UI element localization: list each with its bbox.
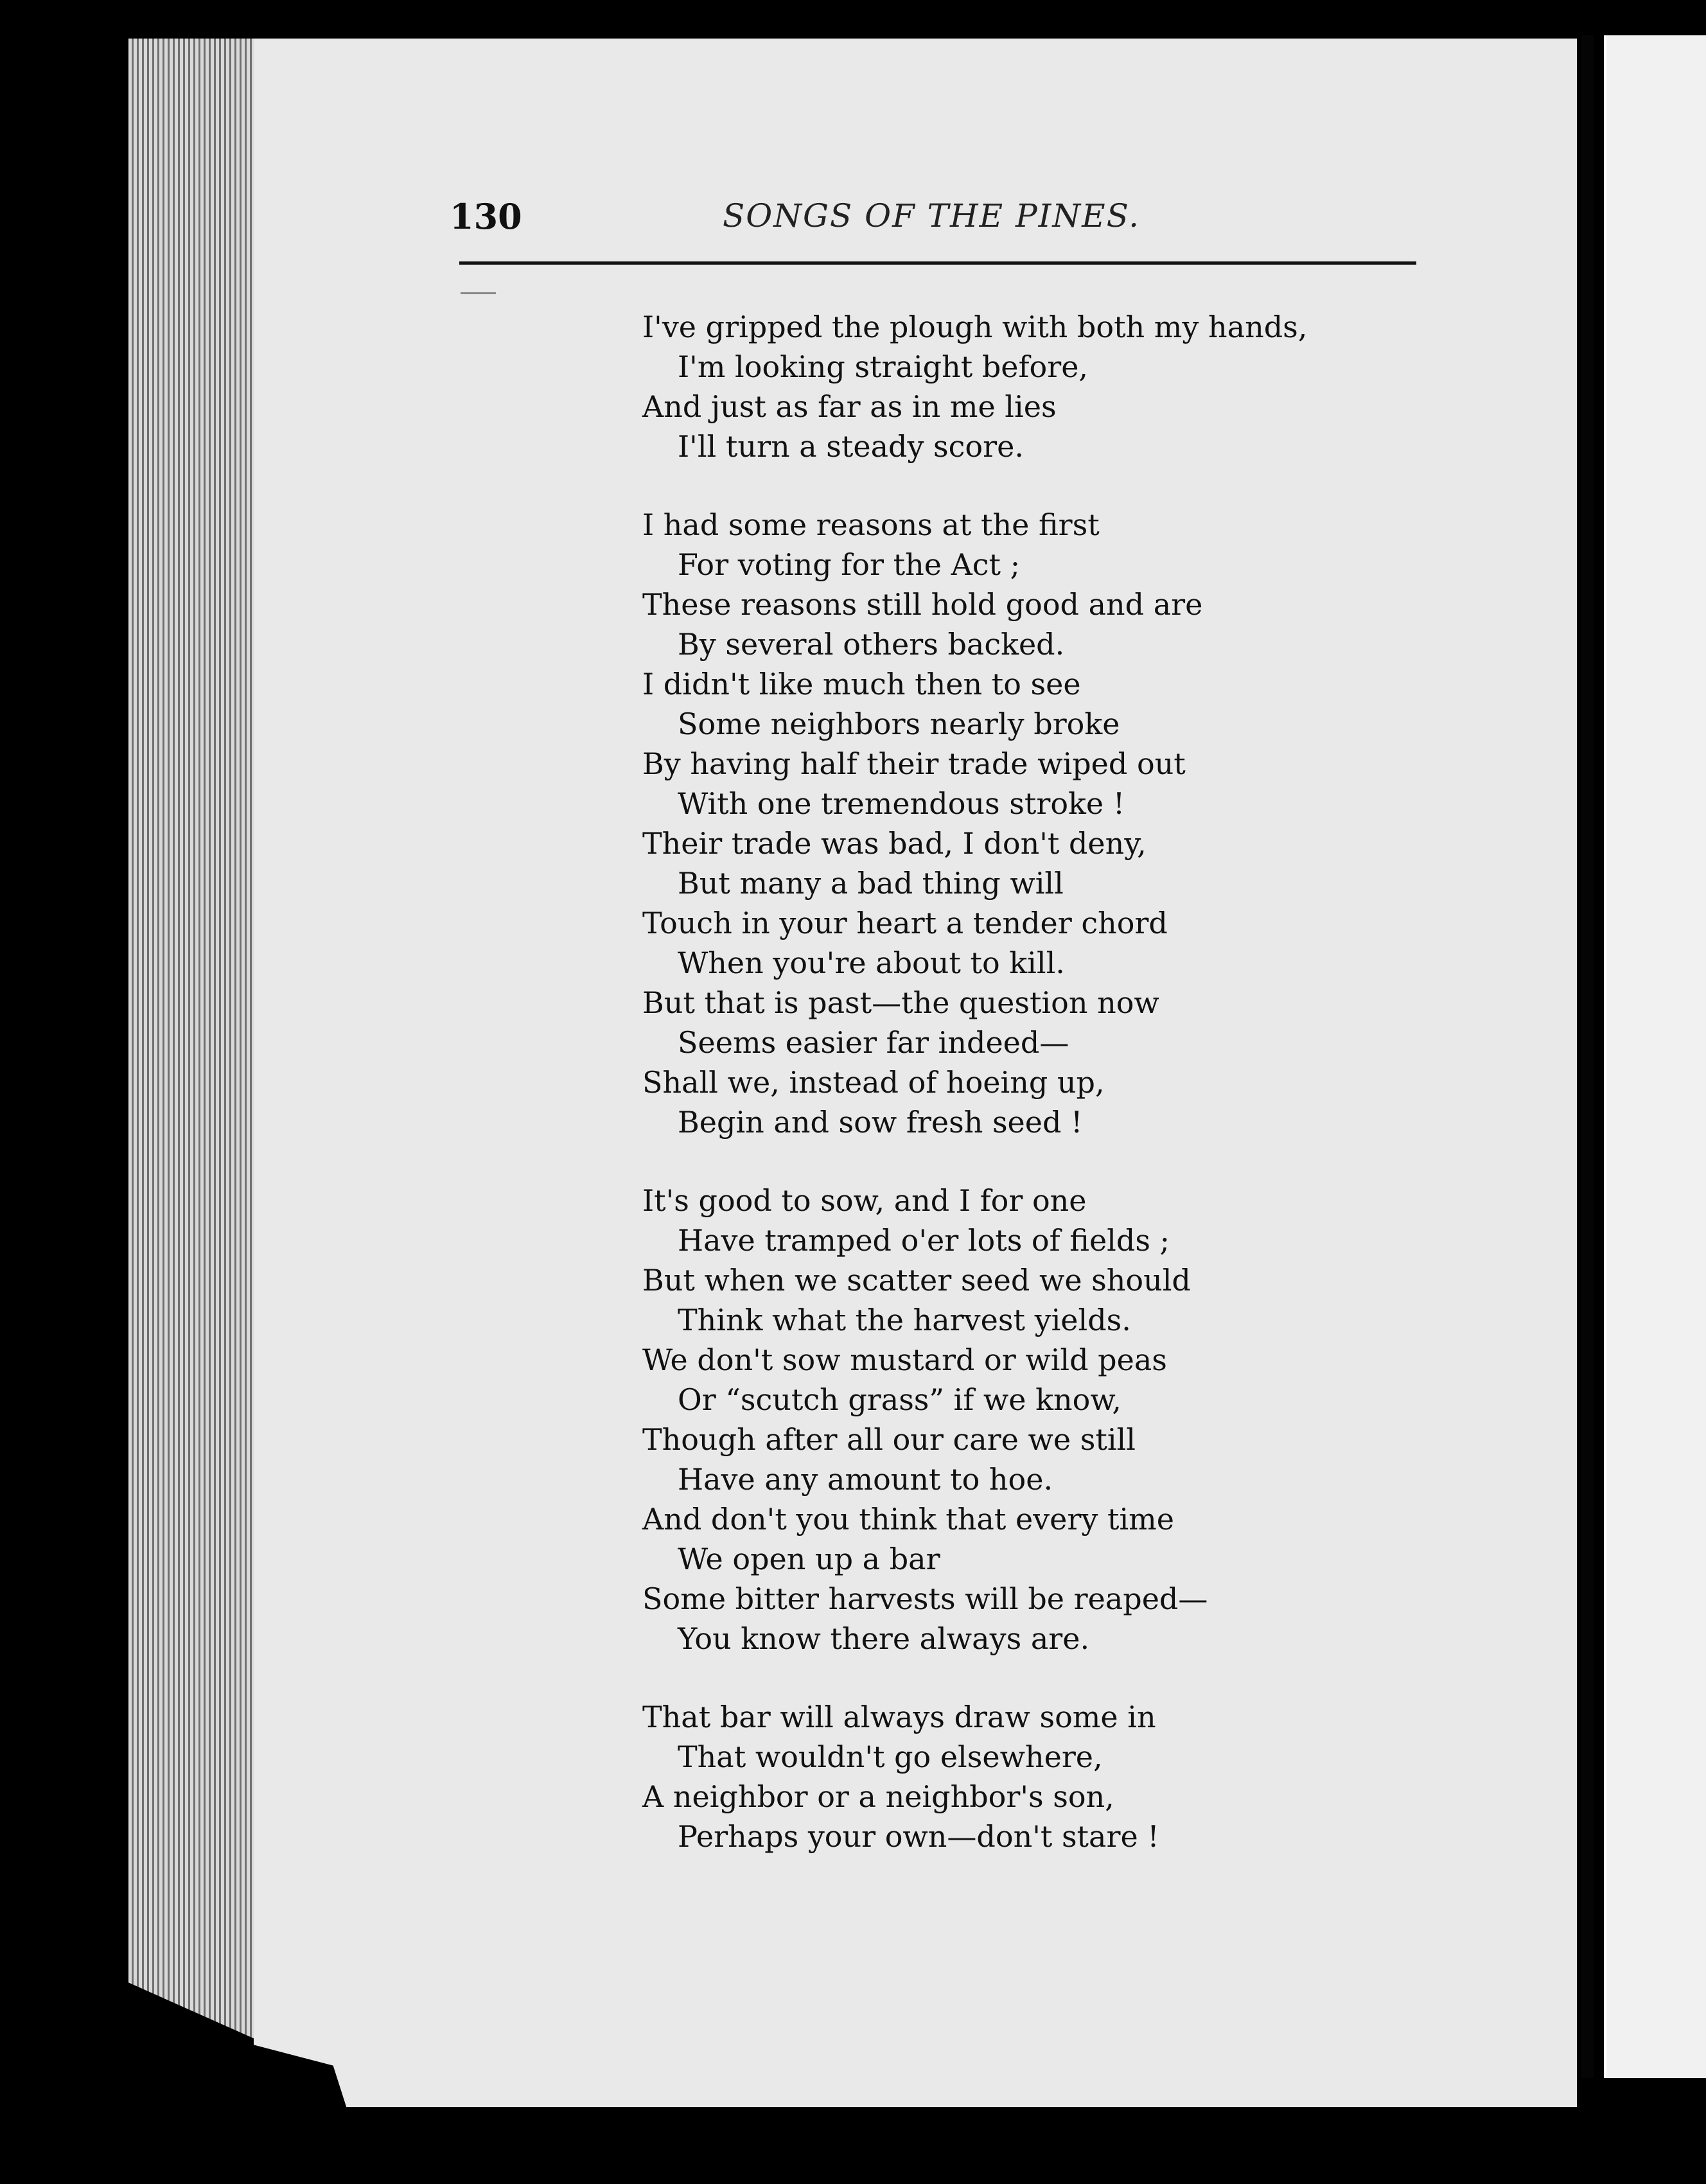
- poem-line: Have tramped o'er lots of fields ;: [678, 1223, 1170, 1258]
- poem-line: A neighbor or a neighbor's son,: [642, 1779, 1114, 1814]
- poem-line: Seems easier far indeed—: [678, 1025, 1069, 1060]
- book-gutter: [1581, 35, 1594, 2078]
- poem-line: That bar will always draw some in: [642, 1700, 1156, 1734]
- poem-line: For voting for the Act ;: [678, 547, 1021, 582]
- header-rule: [459, 261, 1416, 265]
- poem-line: But that is past—the question now: [642, 985, 1159, 1020]
- poem-line: These reasons still hold good and are: [642, 587, 1203, 622]
- poem-line: Or “scutch grass” if we know,: [678, 1382, 1121, 1417]
- poem-line: Perhaps your own—don't stare !: [678, 1819, 1159, 1854]
- page-edges-stack: [128, 39, 263, 2043]
- page-number: 130: [450, 196, 522, 237]
- poem-line: But when we scatter seed we should: [642, 1263, 1191, 1298]
- stanza: [642, 1697, 1285, 1856]
- stanza: [642, 1181, 1285, 1659]
- running-head: [450, 196, 1387, 254]
- poem-line: Begin and sow fresh seed !: [678, 1105, 1083, 1140]
- poem-line: I'm looking straight before,: [678, 349, 1089, 384]
- poem-line: But many a bad thing will: [678, 866, 1064, 901]
- poem-line: Some bitter harvests will be reaped—: [642, 1581, 1208, 1616]
- poem-line: Though after all our care we still: [642, 1422, 1136, 1457]
- poem-line: I had some reasons at the first: [642, 507, 1100, 542]
- poem-line: When you're about to kill.: [678, 946, 1065, 980]
- stanza: [642, 505, 1285, 1142]
- poem-line: Shall we, instead of hoeing up,: [642, 1065, 1105, 1100]
- poem-line: We open up a bar: [678, 1542, 940, 1576]
- poem-line: And don't you think that every time: [642, 1502, 1175, 1537]
- poem-line: You know there always are.: [678, 1621, 1090, 1656]
- poem-line: And just as far as in me lies: [642, 389, 1057, 424]
- poem-line: It's good to sow, and I for one: [642, 1183, 1087, 1218]
- poem-line: Think what the harvest yields.: [678, 1303, 1131, 1337]
- poem-line: Their trade was bad, I don't deny,: [642, 826, 1147, 861]
- poem-line: With one tremendous stroke !: [678, 786, 1125, 821]
- poem-line: We don't sow mustard or wild peas: [642, 1343, 1167, 1377]
- stanza: [642, 307, 1308, 466]
- running-title: SONGS OF THE PINES.: [723, 197, 1141, 234]
- poem-line: Some neighbors nearly broke: [678, 707, 1120, 741]
- rule-mark: [461, 292, 496, 294]
- poem-line: Have any amount to hoe.: [678, 1462, 1053, 1497]
- poem-line: By several others backed.: [678, 627, 1065, 662]
- poem-line: I didn't like much then to see: [642, 667, 1081, 701]
- poem-line: By having half their trade wiped out: [642, 746, 1186, 781]
- poem-text: [642, 307, 1308, 1895]
- poem-line: Touch in your heart a tender chord: [642, 906, 1168, 940]
- poem-line: I'll turn a steady score.: [678, 429, 1024, 464]
- facing-page-edge: [1604, 35, 1706, 2078]
- poem-line: I've gripped the plough with both my hands,: [642, 310, 1308, 344]
- poem-line: That wouldn't go elsewhere,: [678, 1739, 1103, 1774]
